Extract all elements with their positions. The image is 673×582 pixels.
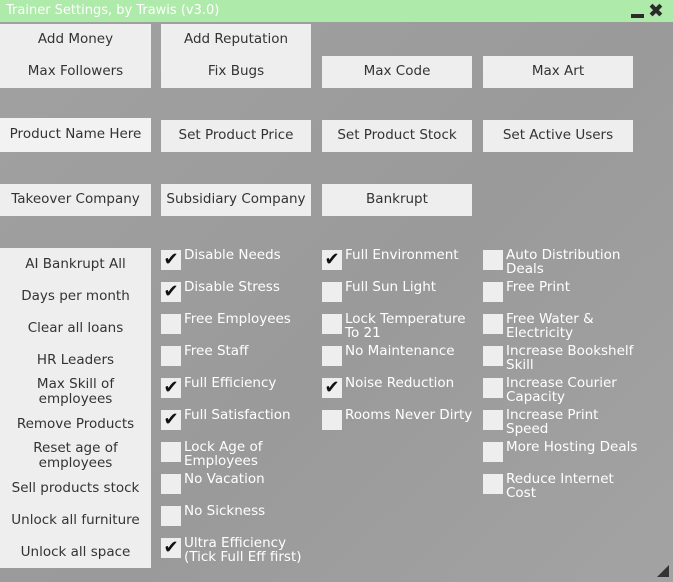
checkmark-icon: ✔ xyxy=(163,409,179,430)
toggle-label: No Vacation xyxy=(184,471,265,487)
toggle-label: No Sickness xyxy=(184,503,266,519)
takeover-company-button[interactable]: Takeover Company xyxy=(0,184,151,216)
checkbox[interactable] xyxy=(483,410,503,430)
bankrupt-button[interactable]: Bankrupt xyxy=(322,184,472,216)
checkbox[interactable] xyxy=(322,346,342,366)
checkbox[interactable] xyxy=(483,250,503,270)
toggle-label: Full Efficiency xyxy=(184,375,277,391)
title-bar[interactable] xyxy=(0,0,673,22)
toggle-label: Disable Stress xyxy=(184,279,280,295)
checkbox[interactable] xyxy=(322,282,342,302)
checkbox[interactable] xyxy=(161,506,181,526)
checkbox[interactable] xyxy=(483,378,503,398)
toggle-label: Free Print xyxy=(506,279,570,295)
set-product-price-button[interactable]: Set Product Price xyxy=(161,120,311,152)
ai-bankrupt-all-button[interactable]: AI Bankrupt All xyxy=(25,255,126,272)
unlock-all-space-button[interactable]: Unlock all space xyxy=(20,543,131,560)
unlock-all-furniture-button[interactable]: Unlock all furniture xyxy=(11,511,140,528)
max-code-button[interactable]: Max Code xyxy=(322,56,472,88)
toggle-label: No Maintenance xyxy=(345,343,455,359)
toggle-label: Ultra Efficiency (Tick Full Eff first) xyxy=(184,535,302,566)
days-per-month-button[interactable]: Days per month xyxy=(21,287,130,304)
close-icon[interactable]: ✖ xyxy=(648,0,664,22)
toggle-label: Increase Bookshelf Skill xyxy=(506,343,634,374)
minimize-icon[interactable] xyxy=(631,14,644,18)
checkbox[interactable] xyxy=(483,346,503,366)
checkbox[interactable] xyxy=(483,474,503,494)
fix-bugs-button[interactable]: Fix Bugs xyxy=(161,56,311,88)
checkbox[interactable] xyxy=(483,282,503,302)
max-followers-button[interactable]: Max Followers xyxy=(0,56,151,88)
set-product-stock-button[interactable]: Set Product Stock xyxy=(322,120,472,152)
reset-age-employees-button[interactable]: Reset age of employees xyxy=(33,440,118,471)
toggle-label: Lock Age of Employees xyxy=(184,439,263,470)
sell-products-stock-button[interactable]: Sell products stock xyxy=(11,479,140,496)
toggle-label: Free Employees xyxy=(184,311,291,327)
checkbox[interactable] xyxy=(161,250,181,270)
checkbox[interactable] xyxy=(161,474,181,494)
checkbox[interactable] xyxy=(161,410,181,430)
checkmark-icon: ✔ xyxy=(163,249,179,270)
add-reputation-button[interactable]: Add Reputation xyxy=(161,24,311,56)
toggle-label: More Hosting Deals xyxy=(506,439,638,455)
toggle-label: Rooms Never Dirty xyxy=(345,407,473,423)
toggle-label: Disable Needs xyxy=(184,247,281,263)
subsidiary-company-button[interactable]: Subsidiary Company xyxy=(161,184,311,216)
checkbox[interactable] xyxy=(322,250,342,270)
toggle-label: Lock Temperature To 21 xyxy=(345,311,466,342)
toggle-label: Auto Distribution Deals xyxy=(506,247,621,278)
toggle-label: Reduce Internet Cost xyxy=(506,471,614,502)
checkbox[interactable] xyxy=(161,346,181,366)
toggle-label: Increase Courier Capacity xyxy=(506,375,617,406)
toggle-label: Full Satisfaction xyxy=(184,407,291,423)
add-money-button[interactable]: Add Money xyxy=(0,24,151,56)
checkbox[interactable] xyxy=(161,378,181,398)
checkmark-icon: ✔ xyxy=(163,281,179,302)
checkbox[interactable] xyxy=(322,314,342,334)
checkbox[interactable] xyxy=(483,314,503,334)
checkmark-icon: ✔ xyxy=(163,377,179,398)
toggle-label: Free Water & Electricity xyxy=(506,311,594,342)
max-skill-employees-button[interactable]: Max Skill of employees xyxy=(36,376,115,407)
toggle-label: Full Environment xyxy=(345,247,459,263)
checkbox[interactable] xyxy=(322,410,342,430)
set-active-users-button[interactable]: Set Active Users xyxy=(483,120,633,152)
hr-leaders-button[interactable]: HR Leaders xyxy=(36,351,115,368)
checkmark-icon: ✔ xyxy=(163,537,179,558)
checkbox[interactable] xyxy=(161,314,181,334)
resize-grip-icon[interactable] xyxy=(657,565,669,577)
checkbox[interactable] xyxy=(322,378,342,398)
checkmark-icon: ✔ xyxy=(324,377,340,398)
max-art-button[interactable]: Max Art xyxy=(483,56,633,88)
clear-all-loans-button[interactable]: Clear all loans xyxy=(27,319,124,336)
remove-products-button[interactable]: Remove Products xyxy=(16,415,135,432)
toggle-label: Free Staff xyxy=(184,343,249,359)
product-name-input[interactable]: Product Name Here xyxy=(0,118,151,152)
toggle-label: Noise Reduction xyxy=(345,375,455,391)
checkbox[interactable] xyxy=(161,282,181,302)
toggle-label: Increase Print Speed xyxy=(506,407,599,438)
checkbox[interactable] xyxy=(483,442,503,462)
checkbox[interactable] xyxy=(161,538,181,558)
checkbox[interactable] xyxy=(161,442,181,462)
checkmark-icon: ✔ xyxy=(324,249,340,270)
toggle-label: Full Sun Light xyxy=(345,279,437,295)
window-title: Trainer Settings, by Trawis (v3.0) xyxy=(6,3,220,18)
